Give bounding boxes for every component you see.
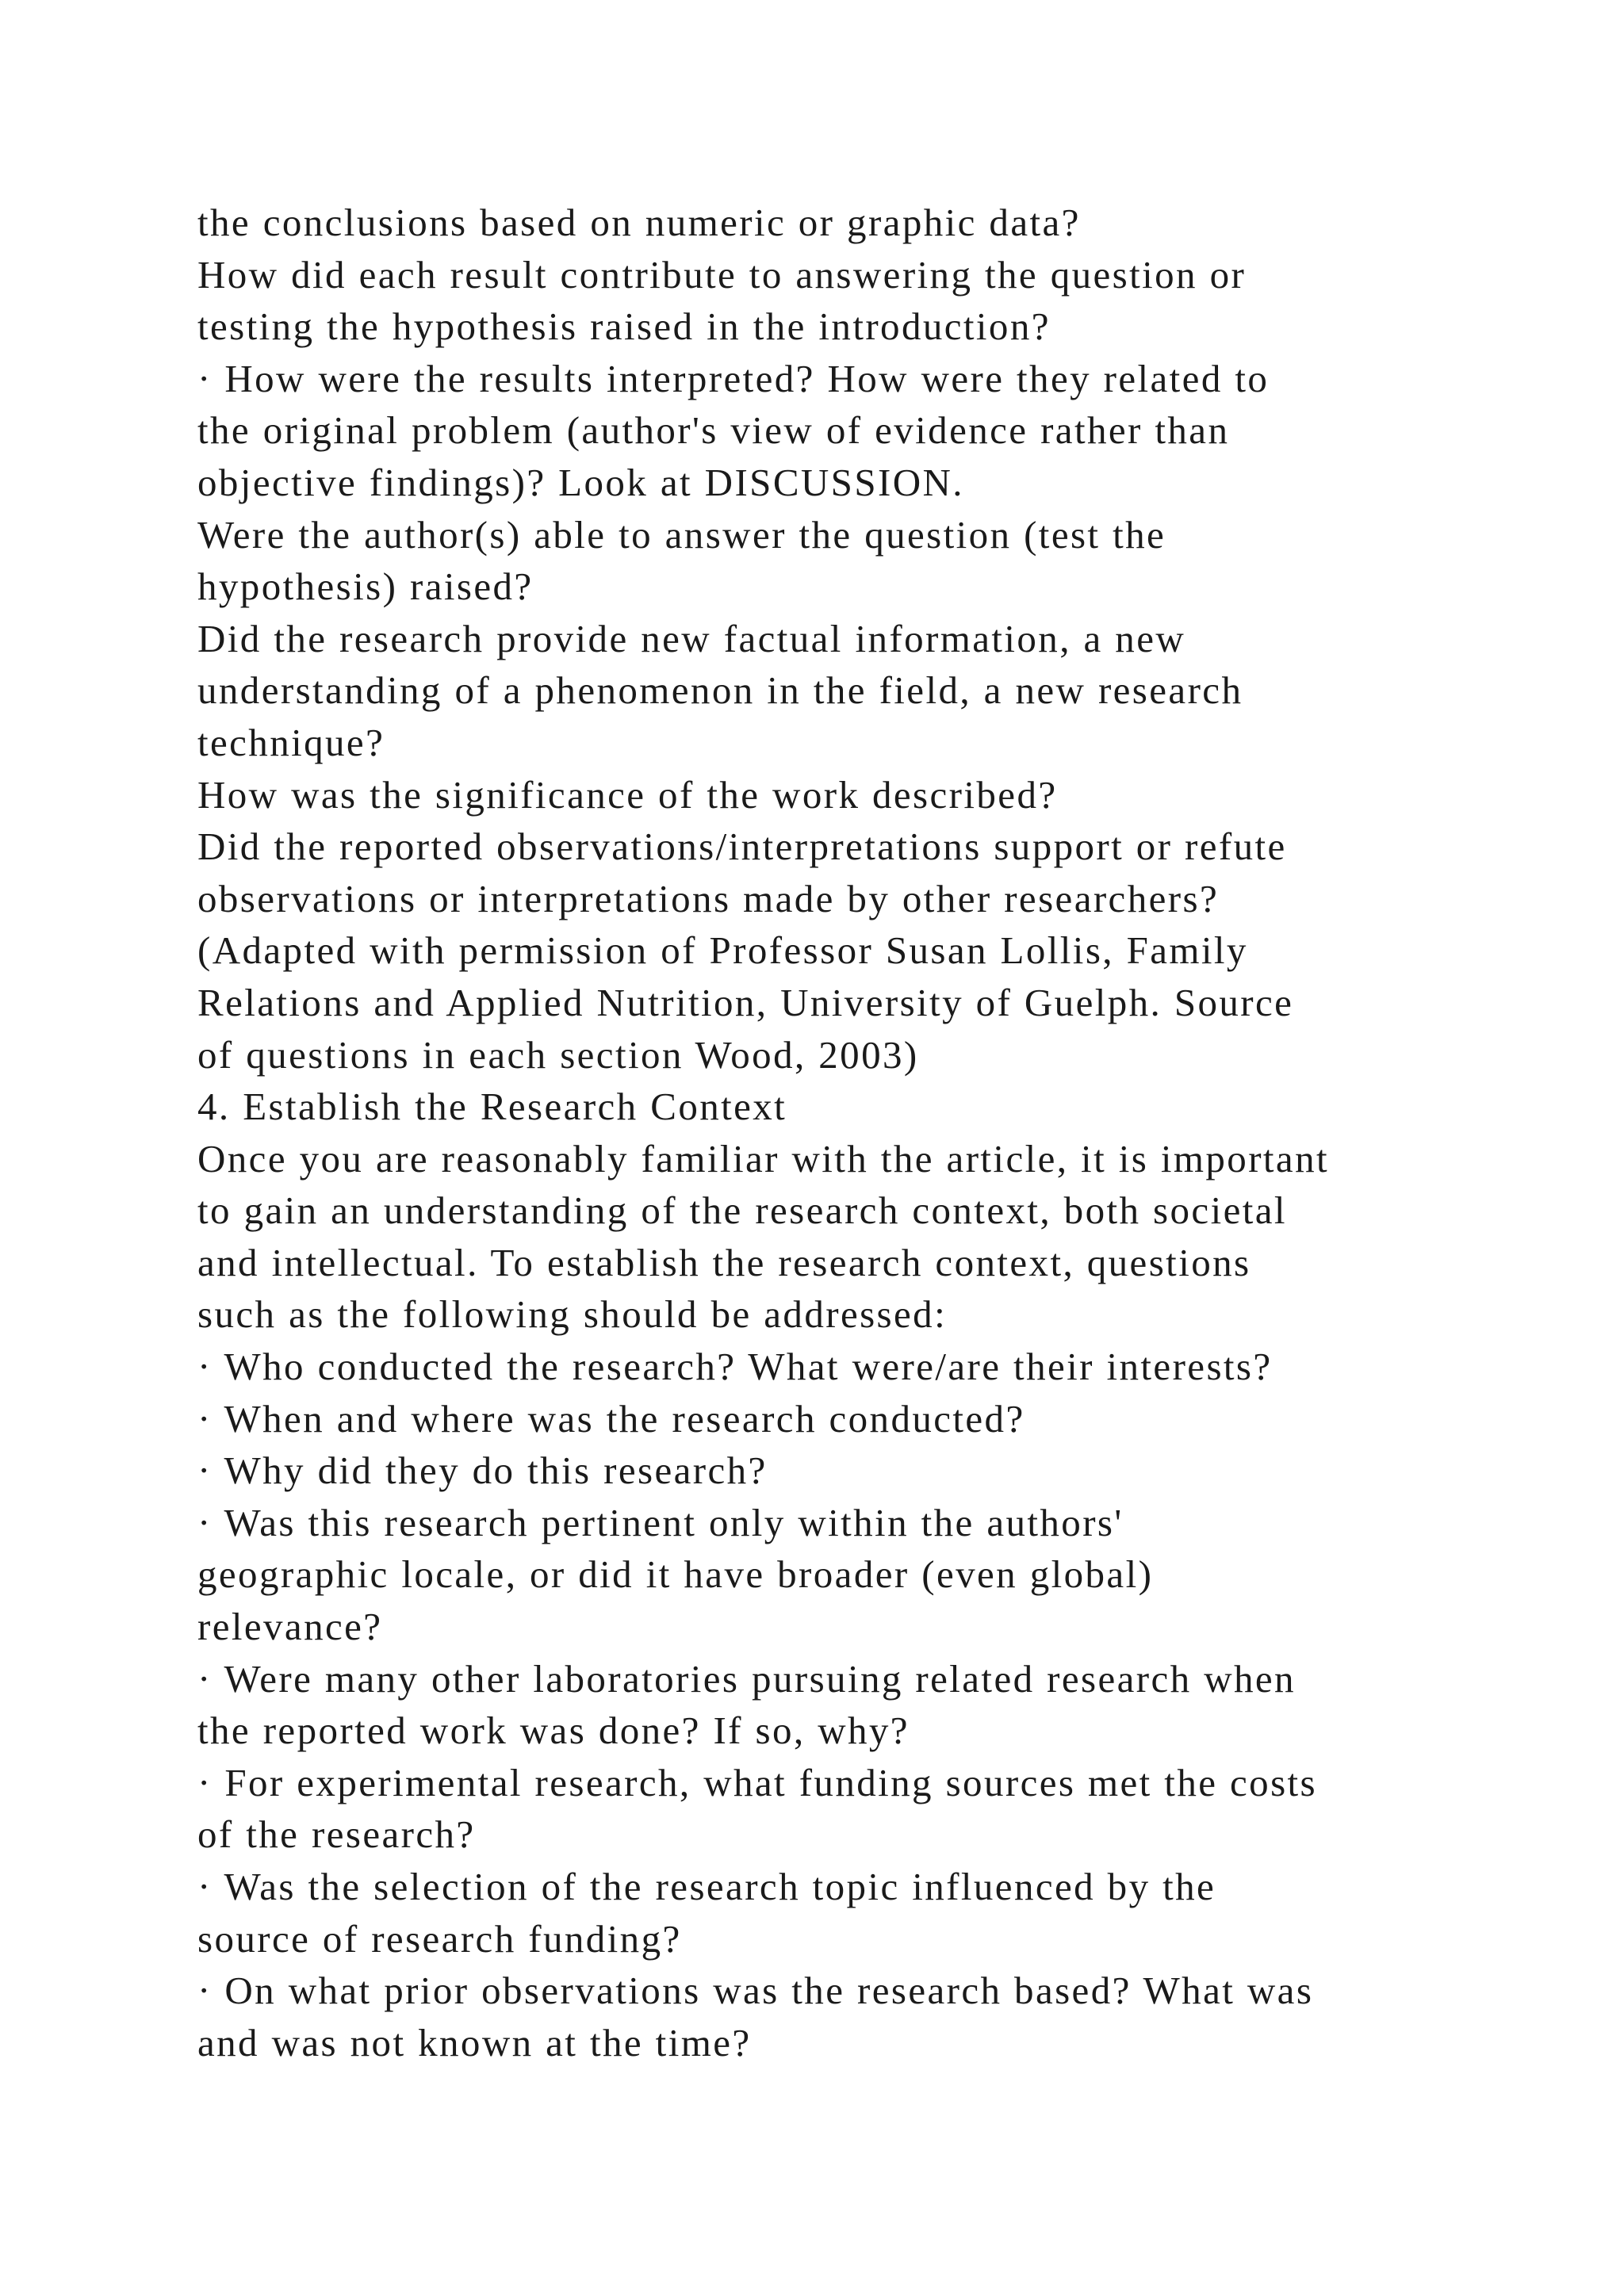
text-line: the original problem (author's view of evidence rather than xyxy=(197,408,1230,453)
text-line: and intellectual. To establish the research context, questions xyxy=(197,1240,1251,1284)
text-line: objective findings)? Look at DISCUSSION. xyxy=(197,460,964,504)
text-line: the reported work was done? If so, why? xyxy=(197,1709,910,1753)
citation-line: of questions in each section Wood, 2003) xyxy=(197,1032,919,1077)
bullet-line: · When and where was the research conducted? xyxy=(197,1396,1025,1441)
document-body xyxy=(197,197,1514,2068)
citation-line: (Adapted with permission of Professor Susan Lollis, Family xyxy=(197,928,1248,973)
bullet-line: · Was the selection of the research topic influenced by the xyxy=(197,1865,1216,1908)
text-line: to gain an understanding of the research context, both societal xyxy=(197,1188,1287,1233)
text-line: understanding of a phenomenon in the field, a new research xyxy=(197,668,1243,713)
text-line: Once you are reasonably familiar with the article, it is important xyxy=(197,1136,1329,1181)
text-line: observations or interpretations made by other researchers? xyxy=(197,876,1220,920)
text-line: Were the author(s) able to answer the question (test the xyxy=(197,512,1166,557)
text-line: How was the significance of the work described? xyxy=(197,772,1058,817)
bullet-line: · For experimental research, what funding sources met the costs xyxy=(197,1760,1318,1804)
text-line: hypothesis) raised? xyxy=(197,564,534,609)
bullet-line: · On what prior observations was the research based? What was xyxy=(197,1969,1314,2013)
text-line: relevance? xyxy=(197,1605,383,1649)
bullet-line: · Was this research pertinent only within the authors' xyxy=(197,1500,1124,1544)
bullet-line: · Why did they do this research? xyxy=(197,1448,768,1493)
text-line: of the research? xyxy=(197,1812,476,1857)
citation-line: Relations and Applied Nutrition, University of Guelph. Source xyxy=(197,980,1294,1024)
text-line: Did the research provide new factual information, a new xyxy=(197,616,1186,660)
text-line: technique? xyxy=(197,720,385,764)
text-line: the conclusions based on numeric or graphic data? xyxy=(197,201,1081,244)
text-line: Did the reported observations/interpretations support or refute xyxy=(197,825,1287,869)
text-line: and was not known at the time? xyxy=(197,2020,752,2064)
text-line: such as the following should be addressed: xyxy=(197,1292,948,1337)
bullet-line: · Were many other laboratories pursuing related research when xyxy=(197,1656,1296,1701)
text-line: geographic locale, or did it have broader (even global) xyxy=(197,1552,1154,1597)
text-line: · How were the results interpreted? How were they related to xyxy=(197,356,1270,400)
bullet-line: · Who conducted the research? What were/are their interests? xyxy=(197,1345,1273,1389)
text-line: testing the hypothesis raised in the introduction? xyxy=(197,304,1051,349)
text-line: How did each result contribute to answering the question or xyxy=(197,252,1247,297)
section-heading: 4. Establish the Research Context xyxy=(197,1085,787,1129)
text-line: source of research funding? xyxy=(197,1916,682,1961)
